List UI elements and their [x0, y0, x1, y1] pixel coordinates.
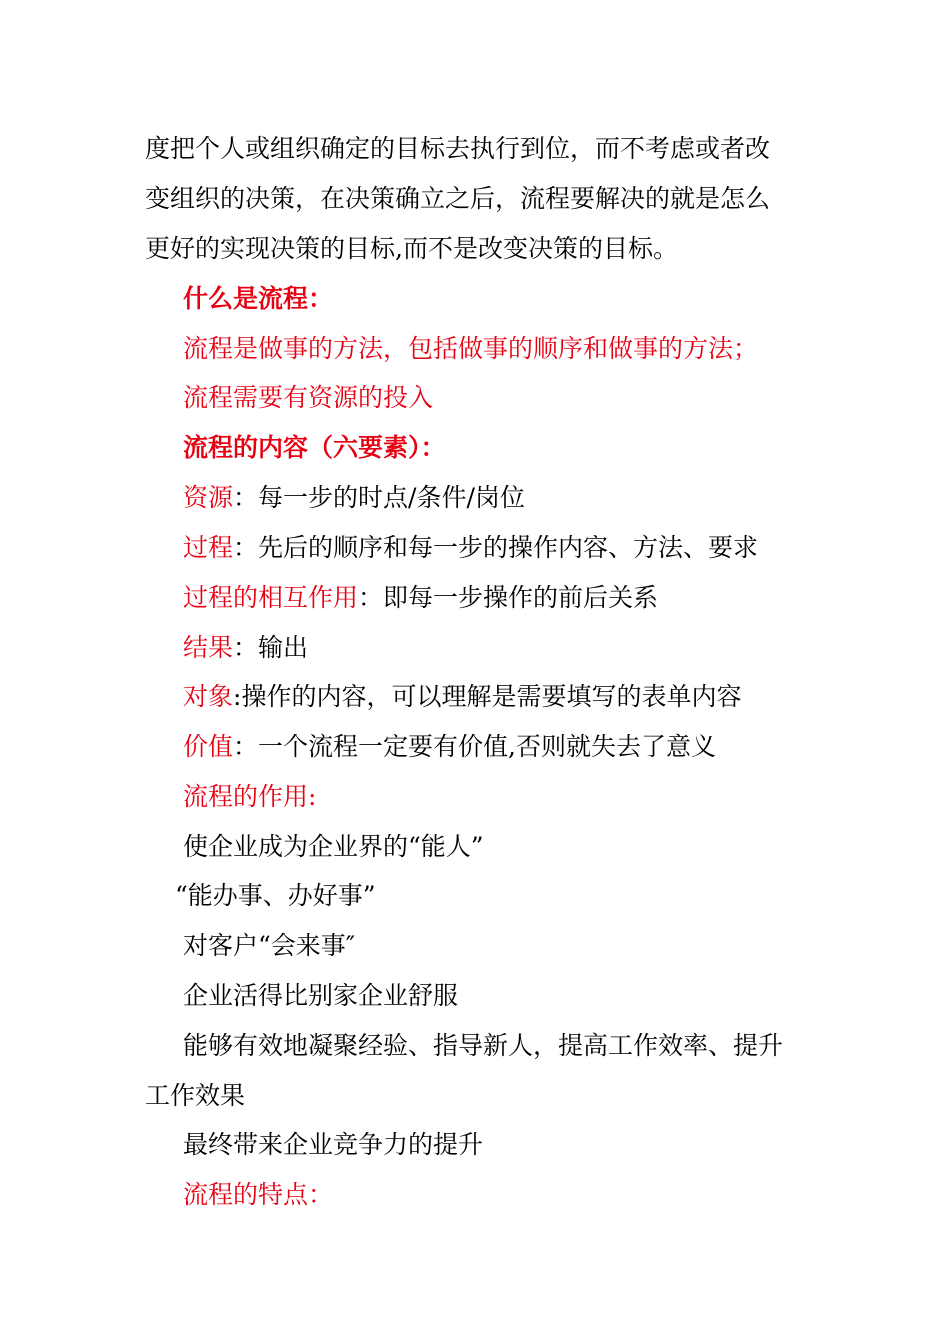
role-line-5: 能够有效地凝聚经验、指导新人，提高工作效率、提升 — [183, 1031, 784, 1060]
element-term: 资源 — [183, 483, 234, 512]
element-item-object — [183, 681, 741, 713]
element-separator: ： — [358, 583, 384, 612]
intro-line-2: 变组织的决策，在决策确立之后，流程要解决的就是怎么 — [145, 184, 771, 213]
role-line-4: 企业活得比别家企业舒服 — [183, 981, 459, 1010]
role-line-1: 使企业成为企业界的“能人” — [183, 832, 484, 861]
element-desc: 一个流程一定要有价值,否则就失去了意义 — [258, 732, 716, 761]
element-term: 过程的相互作用 — [183, 583, 359, 612]
element-item-process — [183, 532, 758, 564]
element-separator: : — [233, 682, 242, 711]
element-desc: 先后的顺序和每一步的操作内容、方法、要求 — [258, 533, 759, 562]
element-term: 对象 — [183, 682, 234, 711]
what-is-line-1: 流程是做事的方法，包括做事的顺序和做事的方法； — [183, 334, 759, 363]
what-is-heading: 什么是流程： — [183, 284, 334, 313]
element-item-value — [183, 731, 716, 763]
role-heading: 流程的作用: — [183, 782, 317, 811]
element-separator: ： — [233, 732, 259, 761]
features-heading: 流程的特点： — [183, 1180, 334, 1209]
element-term: 价值 — [183, 732, 234, 761]
element-separator: ： — [233, 633, 259, 662]
content-heading: 流程的内容（六要素）： — [183, 433, 446, 462]
element-desc: 输出 — [258, 633, 309, 662]
element-item-interaction — [183, 582, 658, 614]
element-term: 结果 — [183, 633, 234, 662]
role-line-3: 对客户“会来事″ — [183, 931, 356, 960]
element-desc: 每一步的时点/条件/岗位 — [258, 483, 525, 512]
element-item-resource — [183, 482, 525, 514]
element-desc: 即每一步操作的前后关系 — [383, 583, 659, 612]
role-line-2: “能办事、办好事” — [175, 881, 376, 910]
element-desc: 操作的内容，可以理解是需要填写的表单内容 — [241, 682, 742, 711]
element-separator: ： — [233, 483, 259, 512]
element-item-result — [183, 632, 308, 664]
role-line-7: 最终带来企业竞争力的提升 — [183, 1130, 484, 1159]
element-separator: ： — [233, 533, 259, 562]
intro-line-1: 度把个人或组织确定的目标去执行到位，而不考虑或者改 — [145, 134, 771, 163]
what-is-line-2: 流程需要有资源的投入 — [183, 383, 434, 412]
intro-line-3: 更好的实现决策的目标,而不是改变决策的目标。 — [145, 234, 678, 263]
element-term: 过程 — [183, 533, 234, 562]
role-line-6: 工作效果 — [145, 1081, 246, 1110]
